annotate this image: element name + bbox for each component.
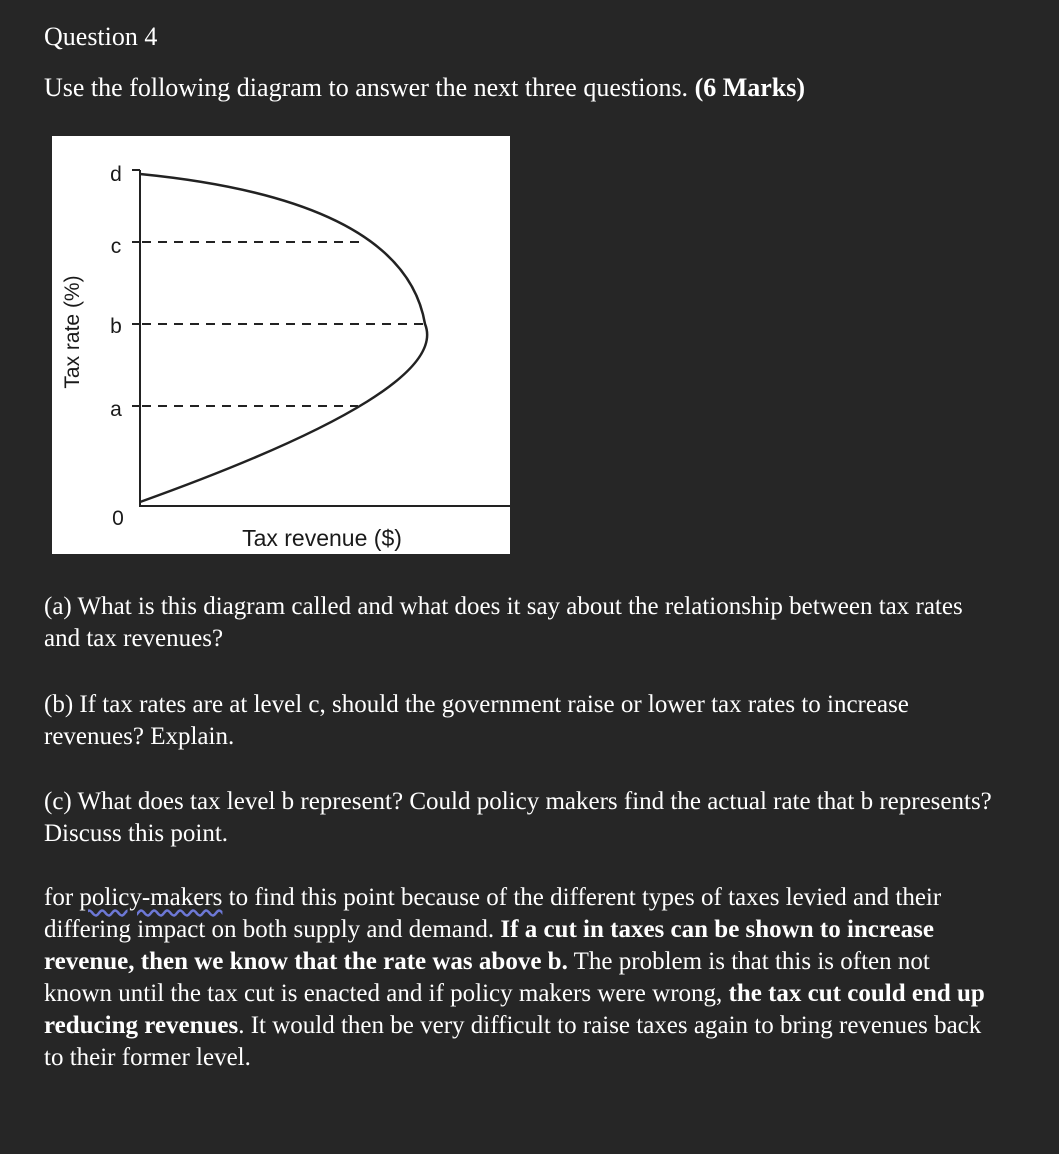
answer-text [44, 882, 1004, 1074]
spellcheck-word: policy-makers [79, 884, 223, 911]
laffer-curve-diagram [52, 136, 510, 554]
answer-bold-1: If a cut in taxes can be shown to increase revenue, then we know that the rate was above b. [44, 916, 934, 975]
marks-label: (6 Marks) [694, 73, 806, 102]
level-label-b: b [110, 315, 122, 338]
answer-part-5: The problem is that this is often not known until the tax cut is enacted and if policy makers were wrong, [44, 948, 930, 1007]
answer-part-7: . It would then be very difficult to raise taxes again to bring revenues back to their former level. [44, 1012, 982, 1071]
level-label-0: 0 [112, 507, 124, 530]
x-axis-label: Tax revenue ($) [242, 525, 402, 551]
level-label-a: a [110, 398, 122, 421]
answer-bold-2: the tax cut could end up reducing revenues [44, 980, 985, 1039]
level-label-c: c [110, 235, 122, 258]
question-a: (a) What is this diagram called and what does it say about the relationship between tax rates and tax revenues? [44, 593, 963, 652]
question-c: (c) What does tax level b represent? Could policy makers find the actual rate that b represents? Discuss this point. [44, 788, 992, 847]
diagram-svg [52, 136, 510, 554]
instructions-text: Use the following diagram to answer the next three questions. [44, 73, 695, 102]
y-axis-label: Tax rate (%) [61, 275, 84, 389]
level-label-d: d [110, 163, 122, 186]
answer-part-1: for [44, 884, 80, 911]
laffer-curve [140, 174, 427, 502]
instructions [44, 71, 805, 105]
answer-part-3: to find this point because of the different types of taxes levied and their differing impact on both supply and demand. [44, 884, 942, 943]
question-heading: Question 4 [44, 22, 158, 51]
question-b: (b) If tax rates are at level c, should the government raise or lower tax rates to increase revenues? Explain. [44, 691, 909, 750]
